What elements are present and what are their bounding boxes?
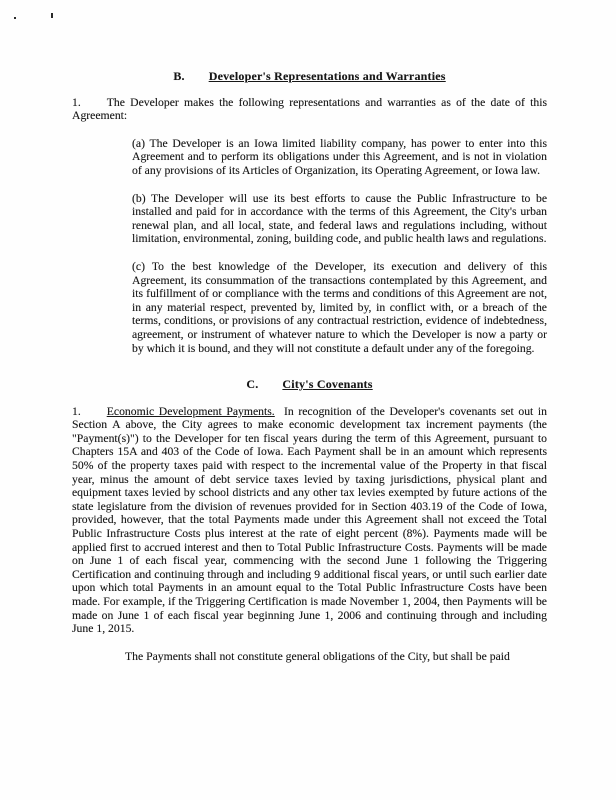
section-letter-b: B. [173,69,185,83]
section-title-b: Developer's Representations and Warranties [208,69,446,83]
subparagraph-b: (b) The Developer will use its best efforts to cause the Public Infrastructure to be installed and paid for in accordance with the terms of this Agreement, the City's urban renewal plan, and all local, state, and federal laws and regulations including, without limitation, environmental, zoning, building code, and public health laws and regulations. [132,191,547,246]
paragraph-closing: The Payments shall not constitute general obligations of the City, but shall be paid [125,649,510,663]
subparagraph-a: (a) The Developer is an Iowa limited liability company, has power to enter into this Agreement and to perform its obligations under this Agreement, and is not in violation of any provisions of its Articles of Organization, its Operating Agreement, or Iowa law. [132,136,547,177]
section-heading-b [72,70,547,84]
paragraph-c1-lead: Economic Development Payments. [106,404,275,418]
document-content [72,70,547,663]
space [275,405,284,418]
scan-speck-tick [51,13,53,18]
paragraph-b1-text: The Developer makes the following representations and warranties as of the date of this Agreement: [72,95,547,123]
section-heading-c [72,378,547,392]
section-title-c: City's Covenants [282,377,373,392]
paragraph-b1-number: 1. [72,95,81,109]
paragraph-c1 [72,405,547,636]
paragraph-c1-number: 1. [72,404,81,418]
paragraph-b1 [72,96,547,123]
section-letter-c: C. [246,377,259,392]
subparagraph-c: (c) To the best knowledge of the Developer, its execution and delivery of this Agreement, its consummation of the transactions contemplated by this Agreement, and its fulfillment of or compliance with the terms and conditions of this Agreement are not, in any material respect, prevented by, limited by, in conflict with, or a breach of the terms, conditions, or provisions of any contractual restriction, evidence of indebtedness, agreement, or instrument of whatever nature to which the Developer is now a party or by which it is bound, and they will not constitute a default under any of the foregoing. [132,259,547,355]
paragraph-c1-text: In recognition of the Developer's covenants set out in Section A above, the City agrees to make economic development tax increment payments (the "Payment(s)") to the Developer for ten fiscal years during the term of this Agreement, pursuant to Chapters 15A and 403 of the Code of Iowa. Each Payment shall be in an amount which represents 50% of the property taxes paid with respect to the incremental value of the Property in that fiscal year, minus the amount of debt service taxes levied by taxing jurisdictions, physical plant and equipment taxes levied by school districts and any other tax levies exempted by future actions of the state legislature from the division of revenues provided for in Section 403.19 of the Code of Iowa, provided, however, that the total Payments made under this Agreement shall not exceed the Total Public Infrastructure Costs plus interest at the rate of eight percent (8%). Payments made will be applied first to accrued interest and then to Total Public Infrastructure Costs. Payments will be made on June 1 of each fiscal year, commencing with the second June 1 following the Triggering Certification and continuing through and including 9 additional fiscal years, or until such earlier date upon which total Payments in an amount equal to the Total Public Infrastructure Costs have been made. For example, if the Triggering Certification is made November 1, 2004, then Payments will be made on June 1 of each fiscal year beginning June 1, 2006 and continuing through and including June 1, 2015. [72,404,548,636]
scan-speck-dot [14,17,16,19]
